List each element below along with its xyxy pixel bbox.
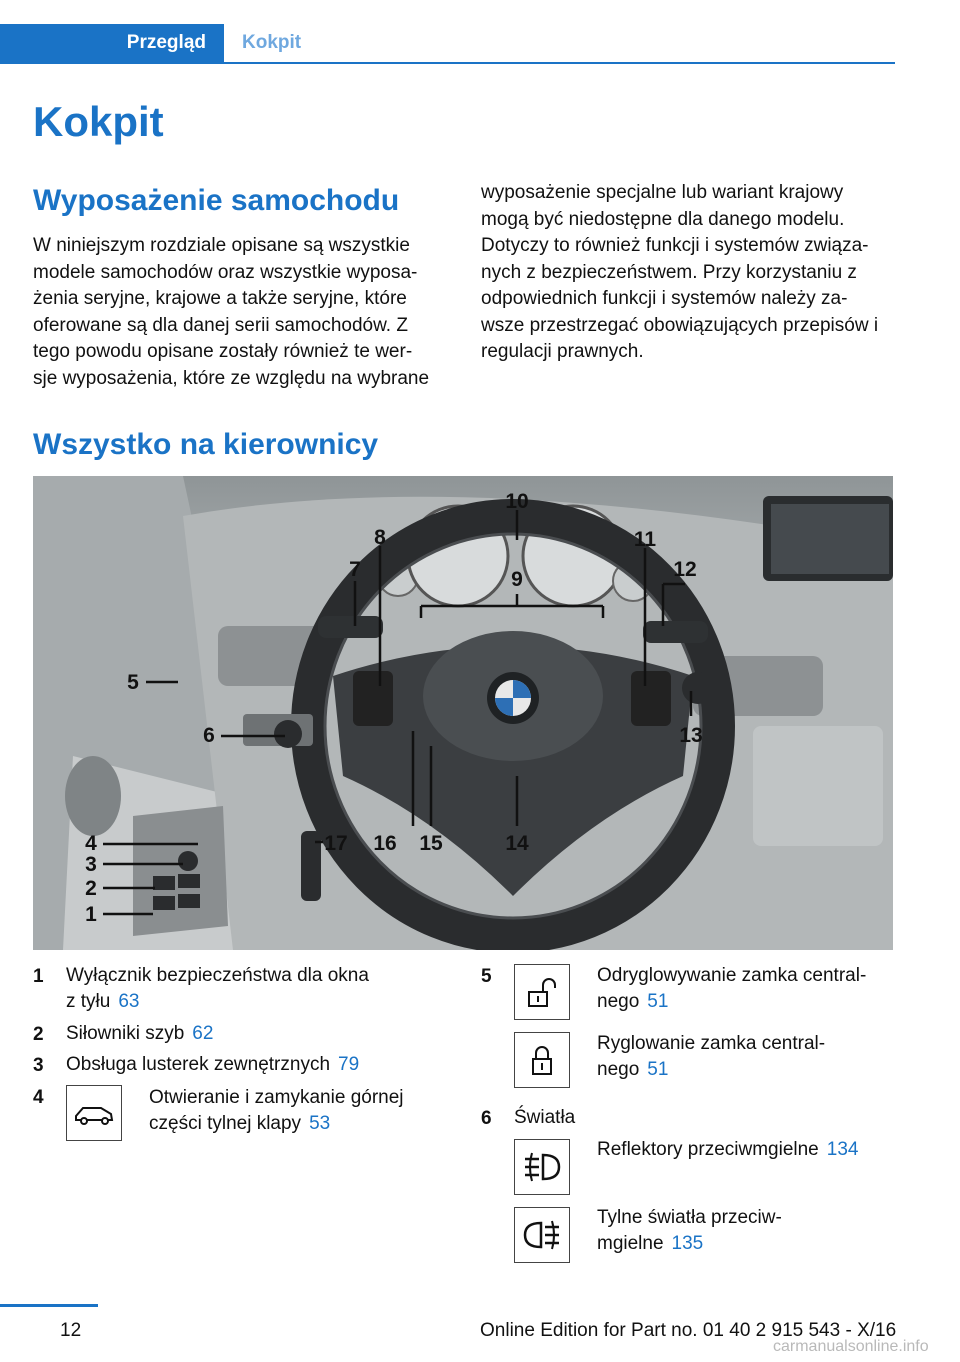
callout-12: 12 [673, 558, 697, 581]
legend-number: 1 [33, 966, 44, 987]
text-line: nych z bezpieczeństwem. Przy korzystaniu z [481, 261, 857, 283]
section-heading-equipment: Wyposażenie samochodu [33, 184, 400, 217]
text-line: żenia seryjne, krajowe a także seryjne, które [33, 288, 407, 309]
footer-edition: Online Edition for Part no. 01 40 2 915 543 - X/16 [480, 1320, 897, 1341]
page-number-bar [0, 1304, 98, 1307]
legend-text: Otwieranie i zamykanie górnej [149, 1087, 404, 1108]
callout-1: 1 [85, 903, 97, 926]
text-line: mogą być niedostępne dla danego modelu. [481, 208, 845, 230]
callout-2: 2 [85, 877, 97, 900]
page-title: Kokpit [33, 98, 164, 145]
callout-10: 10 [505, 490, 529, 513]
legend-text: Ryglowanie zamka central‐ [597, 1033, 826, 1054]
header-bar [0, 24, 895, 64]
callout-8: 8 [374, 526, 386, 549]
text-line: wsze przestrzegać obowiązujących przepisów i [481, 314, 879, 336]
page-number: 12 [60, 1320, 82, 1341]
text-line: oferowane są dla danej serii samochodów. Z [33, 314, 408, 336]
text-line: W niniejszym rozdziale opisane są wszystkie [33, 235, 410, 256]
legend-number: 2 [33, 1024, 44, 1045]
legend-item-power-windows [66, 1021, 213, 1047]
legend-number: 5 [481, 966, 492, 987]
text-line: odpowiednich funkcji i systemów należy za‐ [481, 288, 848, 309]
page-reference-link[interactable]: 79 [338, 1054, 360, 1075]
cockpit-photo [33, 476, 893, 950]
callout-14: 14 [505, 832, 529, 855]
callout-6: 6 [203, 724, 215, 747]
legend-item-front-fog-lights [597, 1137, 858, 1163]
callout-17: 17 [324, 832, 348, 855]
lock-icon [514, 1032, 570, 1088]
page-reference-link[interactable]: 51 [647, 1059, 669, 1080]
intro-column-2 [481, 180, 901, 366]
legend-text: nego [597, 1059, 640, 1080]
cockpit-illustration [33, 476, 893, 950]
callout-15: 15 [419, 832, 443, 855]
page-reference-link[interactable]: 63 [118, 991, 140, 1012]
legend-text: Obsługa lusterek zewnętrznych [66, 1054, 331, 1075]
rear-fog-light-icon [514, 1207, 570, 1263]
legend-item-tailgate [149, 1085, 404, 1137]
callout-4: 4 [85, 832, 97, 855]
tab-przeglad-label: Przegląd [126, 32, 206, 53]
legend-text: Siłowniki szyb [66, 1023, 185, 1044]
legend-item-rear-fog-lights [597, 1205, 782, 1257]
legend-text: nego [597, 991, 640, 1012]
text-line: Dotyczy to również funkcji i systemów związa‐ [481, 235, 869, 256]
tab-kokpit[interactable]: Kokpit [242, 32, 302, 53]
legend-item-mirrors [66, 1052, 359, 1078]
tailgate-icon [66, 1085, 122, 1141]
legend-item-lock [597, 1031, 825, 1083]
page-reference-link[interactable]: 51 [647, 991, 669, 1012]
legend-number: 3 [33, 1055, 44, 1076]
legend-text: Reflektory przeciwmgielne [597, 1139, 819, 1160]
text-line: tego powodu opisane zostały również te wer‐ [33, 341, 413, 362]
legend-number: 6 [481, 1108, 492, 1129]
page-reference-link[interactable]: 62 [192, 1023, 214, 1044]
callout-5: 5 [127, 671, 139, 694]
legend-text: Tylne światła przeciw‐ [597, 1207, 782, 1228]
legend-item-lights: Światła [514, 1107, 576, 1128]
section-heading-steering-wheel: Wszystko na kierownicy [33, 428, 379, 461]
callout-13: 13 [679, 724, 703, 747]
text-line: wyposażenie specjalne lub wariant krajowy [481, 182, 844, 203]
intro-column-1 [33, 233, 453, 392]
callout-3: 3 [85, 853, 97, 876]
watermark: carmanualsonline.info [773, 1338, 929, 1355]
callout-7: 7 [349, 558, 361, 581]
legend-text: mgielne [597, 1233, 664, 1254]
text-line: sje wyposażenia, które ze względu na wybrane [33, 367, 430, 389]
text-line: modele samochodów oraz wszystkie wyposa‐ [33, 261, 418, 283]
front-fog-light-icon [514, 1139, 570, 1195]
legend-text: Odryglowywanie zamka central‐ [597, 965, 867, 986]
callout-11: 11 [633, 528, 657, 551]
callout-9: 9 [511, 568, 523, 591]
callout-16: 16 [373, 832, 397, 855]
tab-przeglad[interactable] [0, 24, 224, 62]
legend-item-rear-window-lock [66, 963, 369, 1015]
page-reference-link[interactable]: 135 [671, 1233, 704, 1254]
page-reference-link[interactable]: 134 [826, 1139, 859, 1160]
legend-item-unlock [597, 963, 866, 1015]
text-line: regulacji prawnych. [481, 341, 644, 362]
legend-text: Wyłącznik bezpieczeństwa dla okna [66, 965, 369, 986]
page-reference-link[interactable]: 53 [309, 1113, 331, 1134]
legend-number: 4 [33, 1087, 44, 1108]
legend-text: z tyłu [66, 991, 111, 1012]
legend-text: części tylnej klapy [149, 1113, 302, 1134]
unlock-icon [514, 964, 570, 1020]
